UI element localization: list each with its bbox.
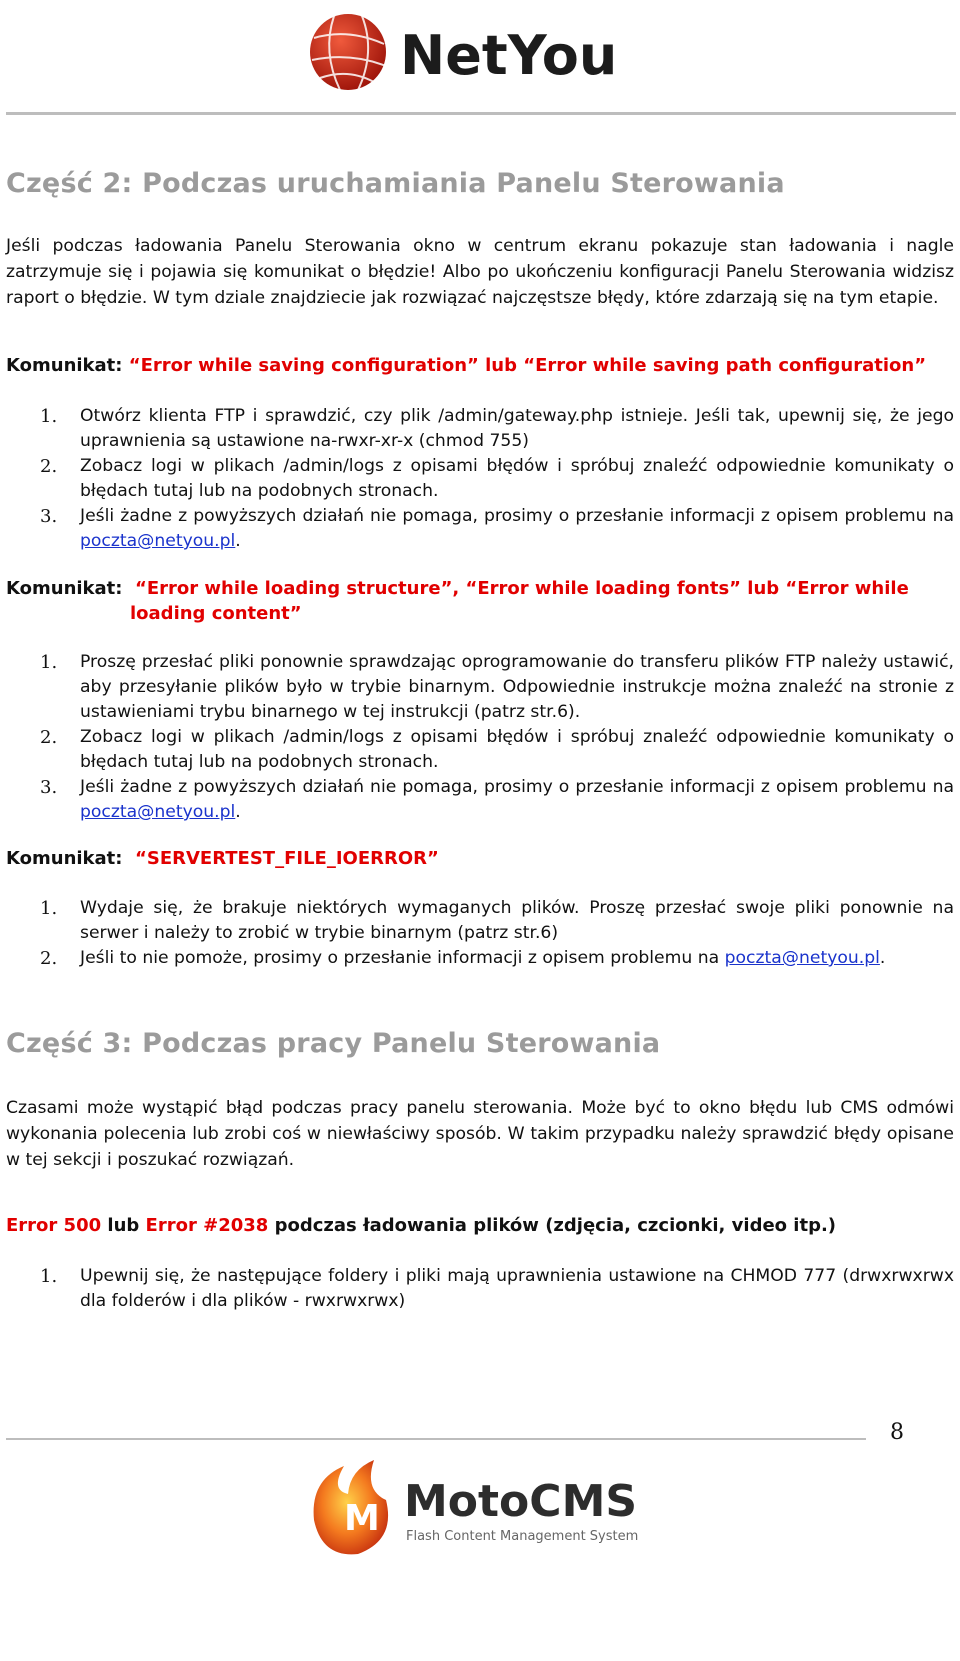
error-500-label: Error 500: [6, 1215, 102, 1236]
message-3-steps: [6, 896, 954, 971]
email-link[interactable]: poczta@netyou.pl: [80, 531, 236, 551]
logo-text: NetYou: [400, 24, 618, 87]
list-item: 1. Otwórz klienta FTP i sprawdzić, czy plik /admin/gateway.php istnieje. Jeśli tak, upewnij się, że jego uprawnienia są ustawione na-rwxr-xr-x (chmod 755): [40, 406, 954, 451]
error-2038-label: Error #2038: [145, 1215, 269, 1236]
netyou-logo: [300, 8, 660, 100]
section-2-intro: Jeśli podczas ładowania Panelu Sterowania okno w centrum ekranu pokazuje stan ładowania i nagle zatrzymuje się i pojawia się komunikat o błędzie! Albo po ukończeniu konfiguracji Panelu Sterowania widzisz raport o błędzie. W tym dziale znajdziecie jak rozwiązać najczęstsze błędy, które zdarzają się na tym etapie.: [6, 236, 954, 308]
message-label: Komunikat:: [6, 578, 123, 599]
message-2-text-line1: “Error while loading structure”, “Error while loading fonts” lub “Error while: [135, 578, 909, 599]
email-link[interactable]: poczta@netyou.pl: [724, 948, 880, 968]
list-item: 1. Wydaje się, że brakuje niektórych wymaganych plików. Proszę przesłać swoje pliki ponownie na serwer i należy to zrobić w trybie binarnym (patrz str.6): [40, 898, 954, 943]
list-item: 3. Jeśli żadne z powyższych działań nie pomaga, prosimy o przesłanie informacji z opisem problemu na poczta@netyou.pl.: [40, 777, 954, 822]
page-number: 8: [890, 1420, 904, 1445]
message-3-code: “SERVERTEST_FILE_IOERROR”: [135, 848, 439, 869]
list-item: 2. Zobacz logi w plikach /admin/logs z opisami błędów i spróbuj znaleźć odpowiednie komunikaty o błędach tutaj lub na podobnych stronach.: [40, 727, 954, 772]
list-item: 2. Zobacz logi w plikach /admin/logs z opisami błędów i spróbuj znaleźć odpowiednie komunikaty o błędach tutaj lub na podobnych stronach.: [40, 456, 954, 501]
list-item: 3. Jeśli żadne z powyższych działań nie pomaga, prosimy o przesłanie informacji z opisem problemu na poczta@netyou.pl.: [40, 506, 954, 551]
section-2-title: Część 2: Podczas uruchamiania Panelu Sterowania: [6, 168, 785, 199]
motocms-logo: [300, 1450, 660, 1570]
svg-text:M: M: [344, 1498, 380, 1539]
message-1-text: “Error while saving configuration” lub “Error while saving path configuration”: [128, 355, 927, 376]
section-3-title: Część 3: Podczas pracy Panelu Sterowania: [6, 1028, 661, 1059]
error-500-steps: [6, 1264, 954, 1314]
header-divider: [6, 112, 956, 115]
error-500-heading: Error 500 lub Error #2038 podczas ładowania plików (zdjęcia, czcionki, video itp.): [6, 1215, 837, 1236]
message-2-text-line2: loading content”: [130, 603, 302, 624]
motocms-tagline: Flash Content Management System: [406, 1529, 639, 1544]
list-item: 1. Proszę przesłać pliki ponownie sprawdzając oprogramowanie do transferu plików FTP należy ustawić, aby przesyłanie plików było w trybie binarnym. Odpowiednie instrukcje można znaleźć na stronie z ustawieniami trybu binarnego w tej instrukcji (patrz str.6).: [40, 652, 954, 722]
message-1-heading: [6, 353, 954, 378]
message-2-steps: [6, 650, 954, 825]
footer-divider: [6, 1438, 866, 1440]
motocms-logo-text: MotoCMS: [404, 1476, 638, 1527]
message-1-steps: [6, 404, 954, 554]
message-3-heading: [6, 846, 954, 871]
message-label: Komunikat:: [6, 355, 123, 376]
list-item: 1. Upewnij się, że następujące foldery i pliki mają uprawnienia ustawione na CHMOD 777 (drwxrwxrwx dla folderów i dla plików - rwxrwxrwx): [40, 1266, 954, 1311]
message-2-heading: [6, 576, 954, 626]
list-item: 2. Jeśli to nie pomoże, prosimy o przesłanie informacji z opisem problemu na poczta@netyou.pl.: [40, 948, 886, 969]
message-label: Komunikat:: [6, 848, 123, 869]
email-link[interactable]: poczta@netyou.pl: [80, 802, 236, 822]
section-3-intro: Czasami może wystąpić błąd podczas pracy panelu sterowania. Może być to okno błędu lub CMS odmówi wykonania polecenia lub zrobi coś w niewłaściwy sposób. W takim przypadku należy sprawdzić błędy opisane w tej sekcji i poszukać rozwiązań.: [6, 1098, 954, 1170]
